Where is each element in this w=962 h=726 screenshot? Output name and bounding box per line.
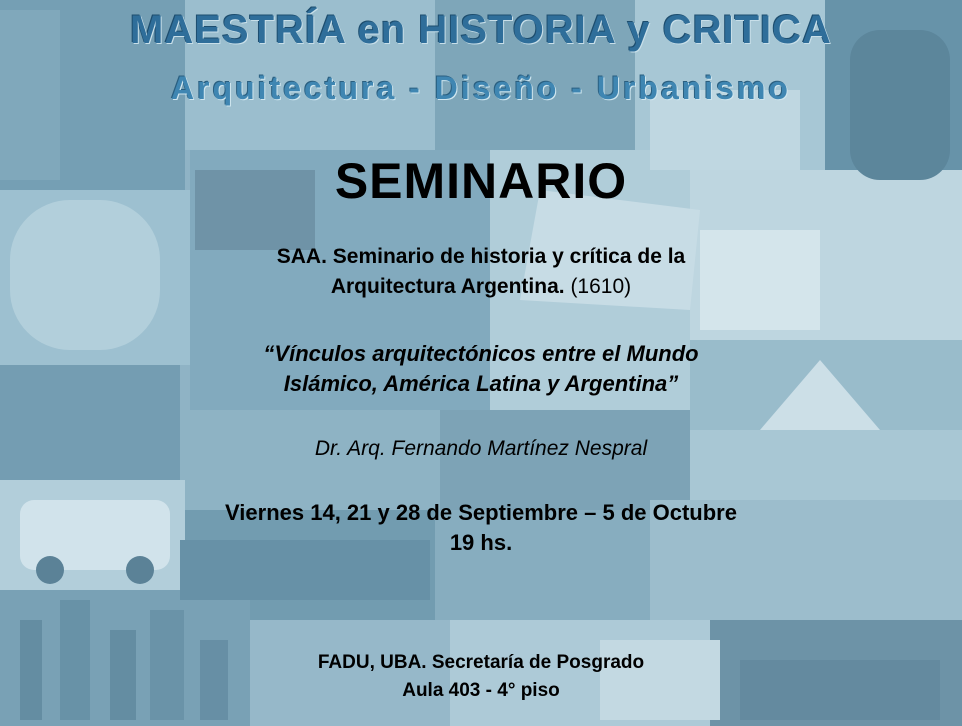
- seminar-topic: [0, 339, 962, 399]
- topic-line-2: Islámico, América Latina y Argentina”: [283, 371, 679, 396]
- course-line-1: SAA. Seminario de historia y crítica de la: [276, 245, 686, 268]
- lecturer-name: Dr. Arq. Fernando Martínez Nespral: [314, 437, 648, 460]
- schedule-time: 19 hs.: [449, 530, 513, 555]
- course-line-2-text: Arquitectura Argentina.: [330, 275, 565, 298]
- program-subtitle: Arquitectura - Diseño - Urbanismo: [171, 70, 791, 106]
- course-line-2: [0, 272, 962, 302]
- institution: FADU, UBA. Secretaría de Posgrado: [317, 652, 645, 673]
- location: [0, 649, 962, 705]
- course-name: [0, 242, 962, 302]
- schedule: [0, 498, 962, 558]
- program-title: MAESTRÍA en HISTORIA y CRITICA: [130, 8, 832, 52]
- topic-line-1: “Vínculos arquitectónicos entre el Mundo: [263, 341, 699, 366]
- course-code: (1610): [570, 275, 632, 298]
- schedule-dates: Viernes 14, 21 y 28 de Septiembre – 5 de Octubre: [225, 500, 737, 525]
- room: Aula 403 - 4° piso: [402, 680, 560, 701]
- seminar-heading: SEMINARIO: [334, 153, 628, 209]
